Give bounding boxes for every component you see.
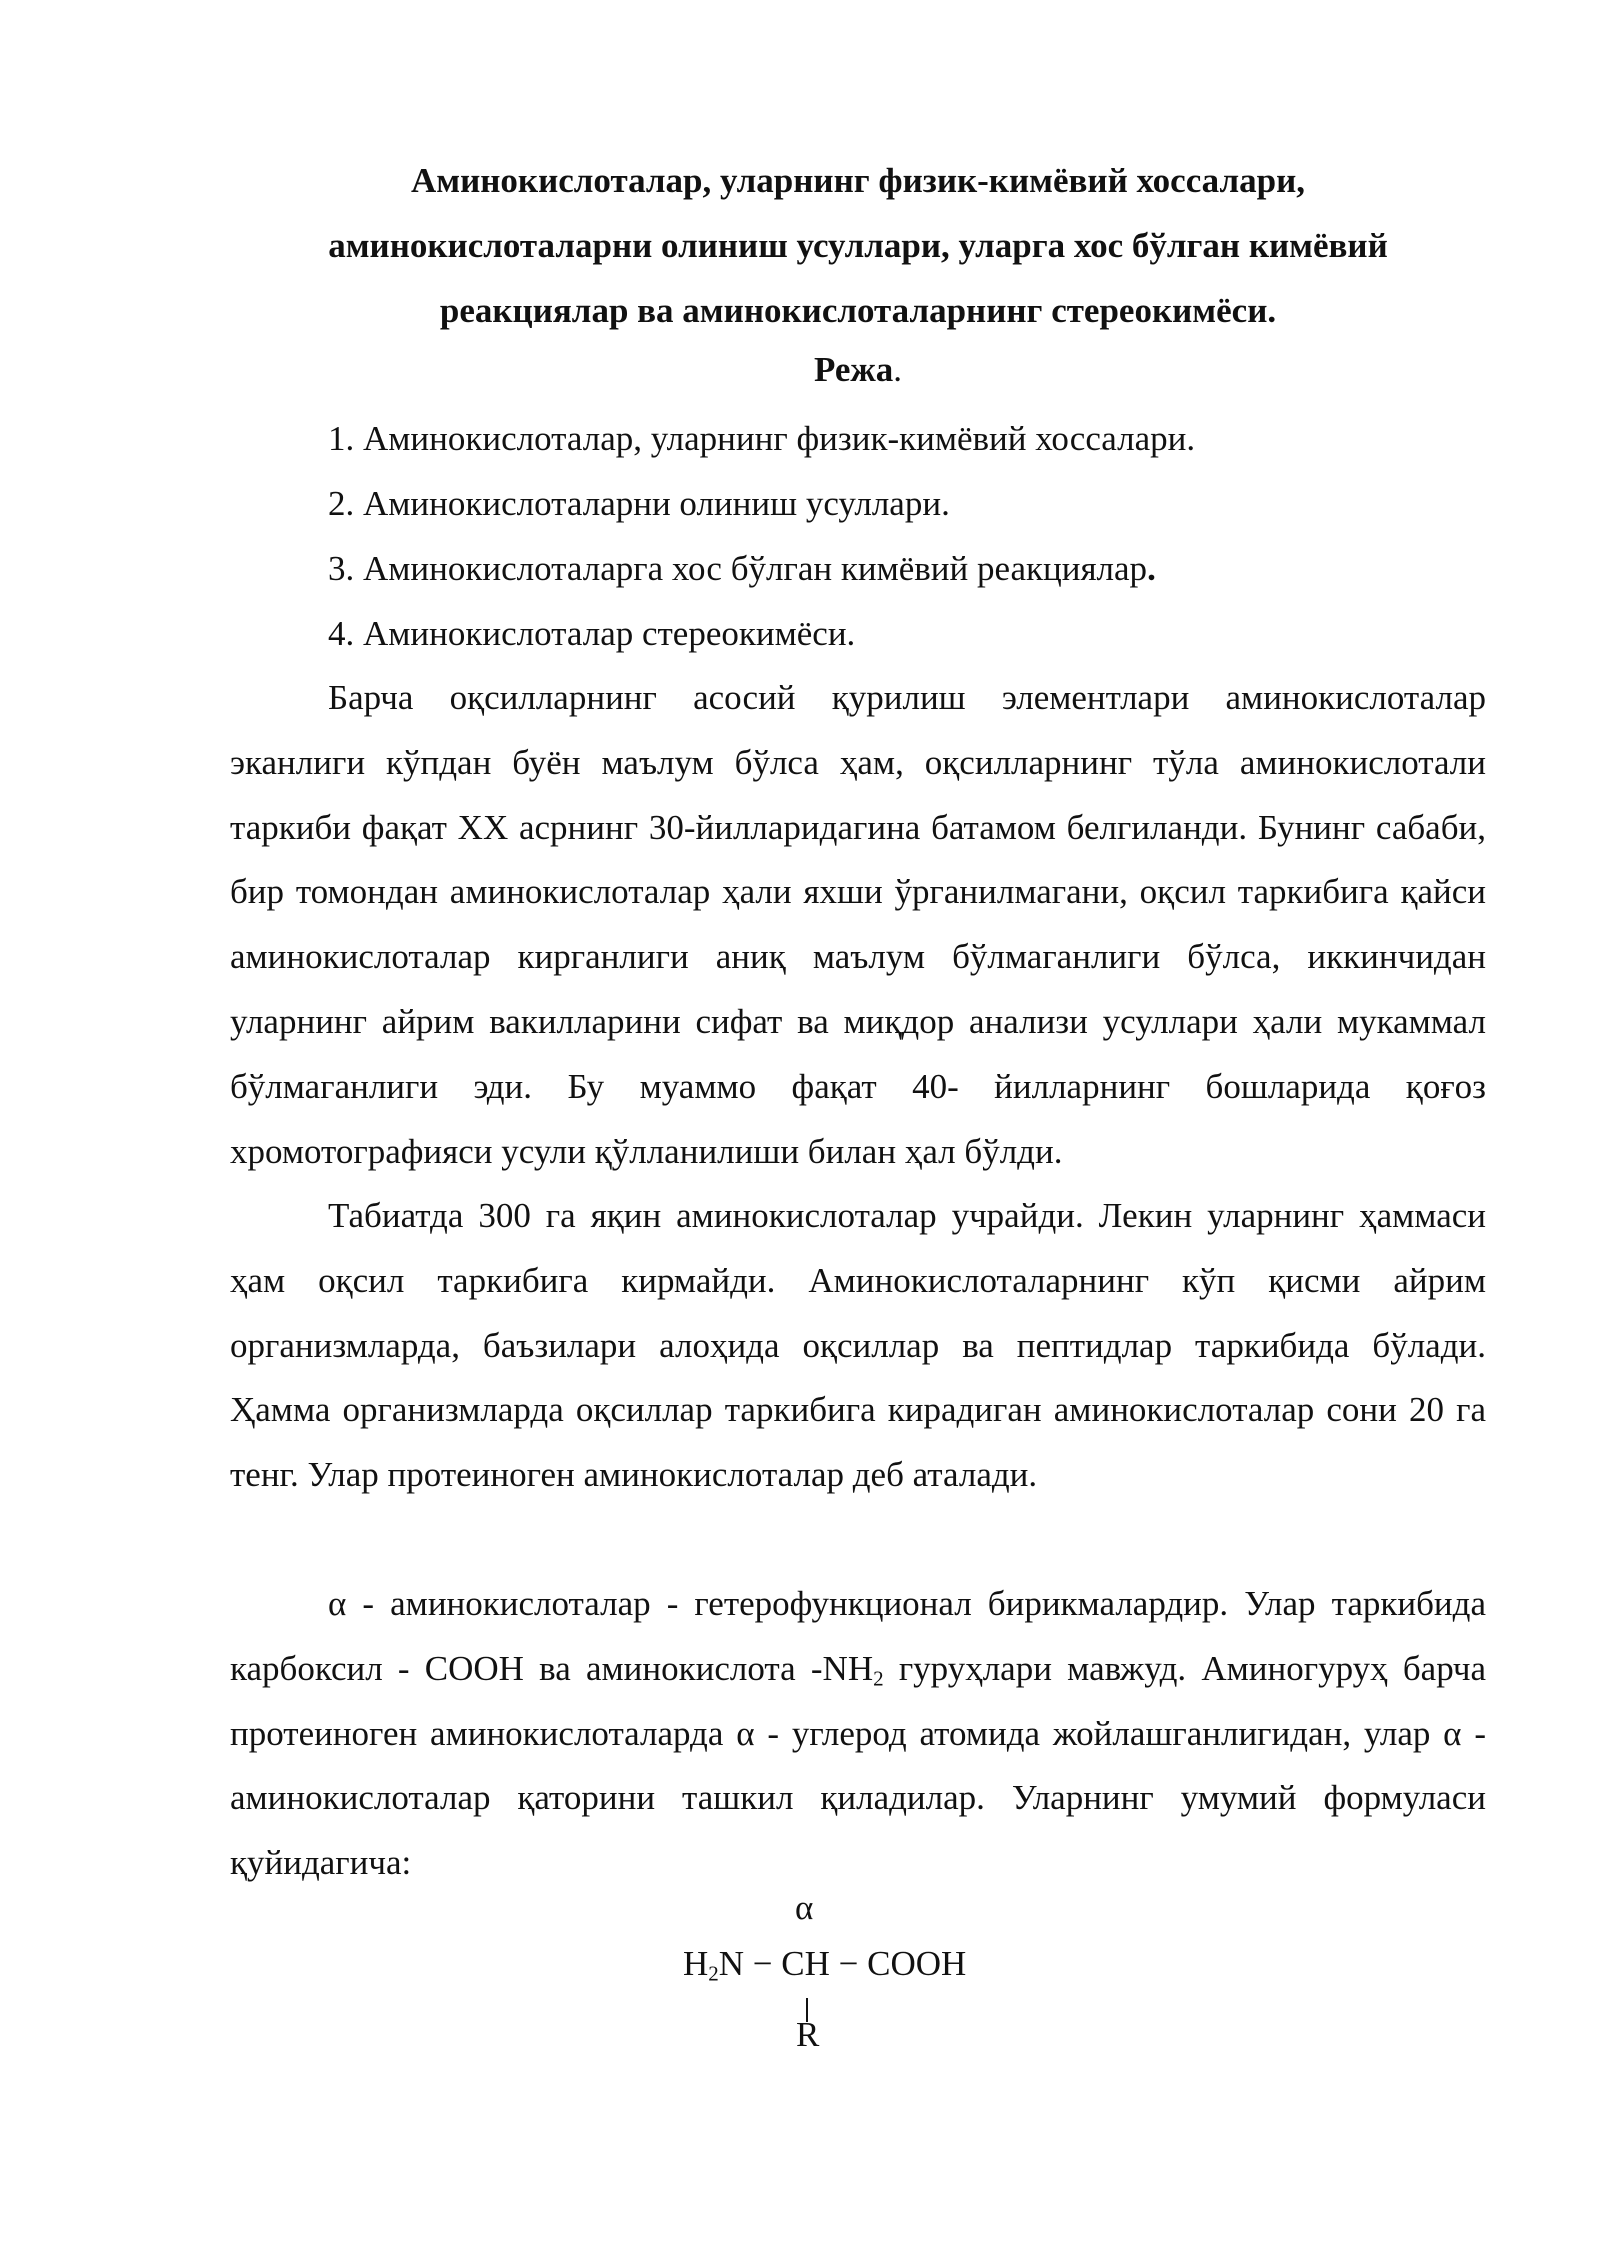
plan-heading: [230, 342, 1486, 398]
plan-item-2: 2. Аминокислоталарни олиниш усуллари.: [328, 484, 950, 523]
paragraph-1: Барча оқсилларнинг асосий қурилиш элементлари аминокислоталар эканлиги кўпдан буён маълум бўлса ҳам, оқсилларнинг тўла аминокислотали таркиби фақат XX асрнинг 30-йилларидагина батамом белгиланди. Бунинг сабаби, бир томондан аминокислоталар ҳали яхши ўрганилмагани, оқсил таркибига қайси аминокислоталар кирганлиги аниқ маълум бўлмаганлиги бўлса, иккинчидан уларнинг айрим вакилларини сифат ва миқдор анализи усуллари ҳали мукаммал бўлмаганлиги эди. Бу муаммо фақат 40- йилларнинг бошларида қоғоз хромотографияси усули қўлланилиши билан ҳал бўлди.: [230, 678, 1486, 1171]
plan-heading-period: .: [893, 350, 903, 389]
amino-acid-formula: [0, 1880, 1600, 2100]
paragraph-3-subscript: 2: [873, 1666, 884, 1691]
formula-h-subscript: 2: [708, 1961, 719, 1986]
formula-r-group: R: [796, 2015, 820, 2054]
formula-h: H: [683, 1944, 709, 1983]
plan-heading-text: Режа: [813, 350, 894, 389]
plan-item-4: 4. Аминокислоталар стереокимёси.: [328, 614, 856, 653]
document-title: [230, 148, 1486, 343]
paragraph-3: [230, 1572, 1486, 1896]
title-line-2: аминокислоталарни олиниш усуллари, уларга хос бўлган кимёвий: [328, 226, 1388, 265]
plan-item-3-period: .: [1147, 549, 1156, 588]
title-line-1: Аминокислоталар, уларнинг физик-кимёвий хоссалари,: [410, 161, 1305, 200]
formula-rest: N − CH − COOH: [718, 1944, 967, 1983]
paragraph-3-part-1: α - аминокислоталар - гетерофункционал бирикмалардир. Улар таркибида карбоксил - COOH ва аминокислота -NH: [230, 1584, 1486, 1688]
paragraph-3-part-2: гуруҳлари мавжуд. Аминогуруҳ барча протеиноген аминокислоталарда α - углерод атомида жойлашганлигидан, улар α - аминокислоталар қаторини ташкил қиладилар. Уларнинг умумий формуласи қуйидагича:: [230, 1648, 1486, 1883]
title-line-3: реакциялар ва аминокислоталарнинг стереокимёси.: [439, 291, 1277, 330]
plan-list: [328, 406, 1486, 666]
paragraph-2: Табиатда 300 га яқин аминокислоталар учрайди. Лекин уларнинг ҳаммаси ҳам оқсил таркибига кирмайди. Аминокислоталарнинг кўп қисми айрим организмларда, баъзилари алоҳида оқсиллар ва пептидлар таркибида бўлади. Ҳамма организмларда оқсиллар таркибига кирадиган аминокислоталар сони 20 га тенг. Улар протеиноген аминокислоталар деб аталади.: [230, 1196, 1486, 1495]
plan-item-3: [328, 536, 1486, 601]
formula-alpha-label: α: [795, 1888, 814, 1927]
plan-item-3-text: 3. Аминокислоталарга хос бўлган кимёвий реакциялар: [328, 549, 1148, 588]
plan-item-1: 1. Аминокислоталар, уларнинг физик-кимёвий хоссалари.: [328, 419, 1196, 458]
formula-main-line: [683, 1944, 966, 1984]
